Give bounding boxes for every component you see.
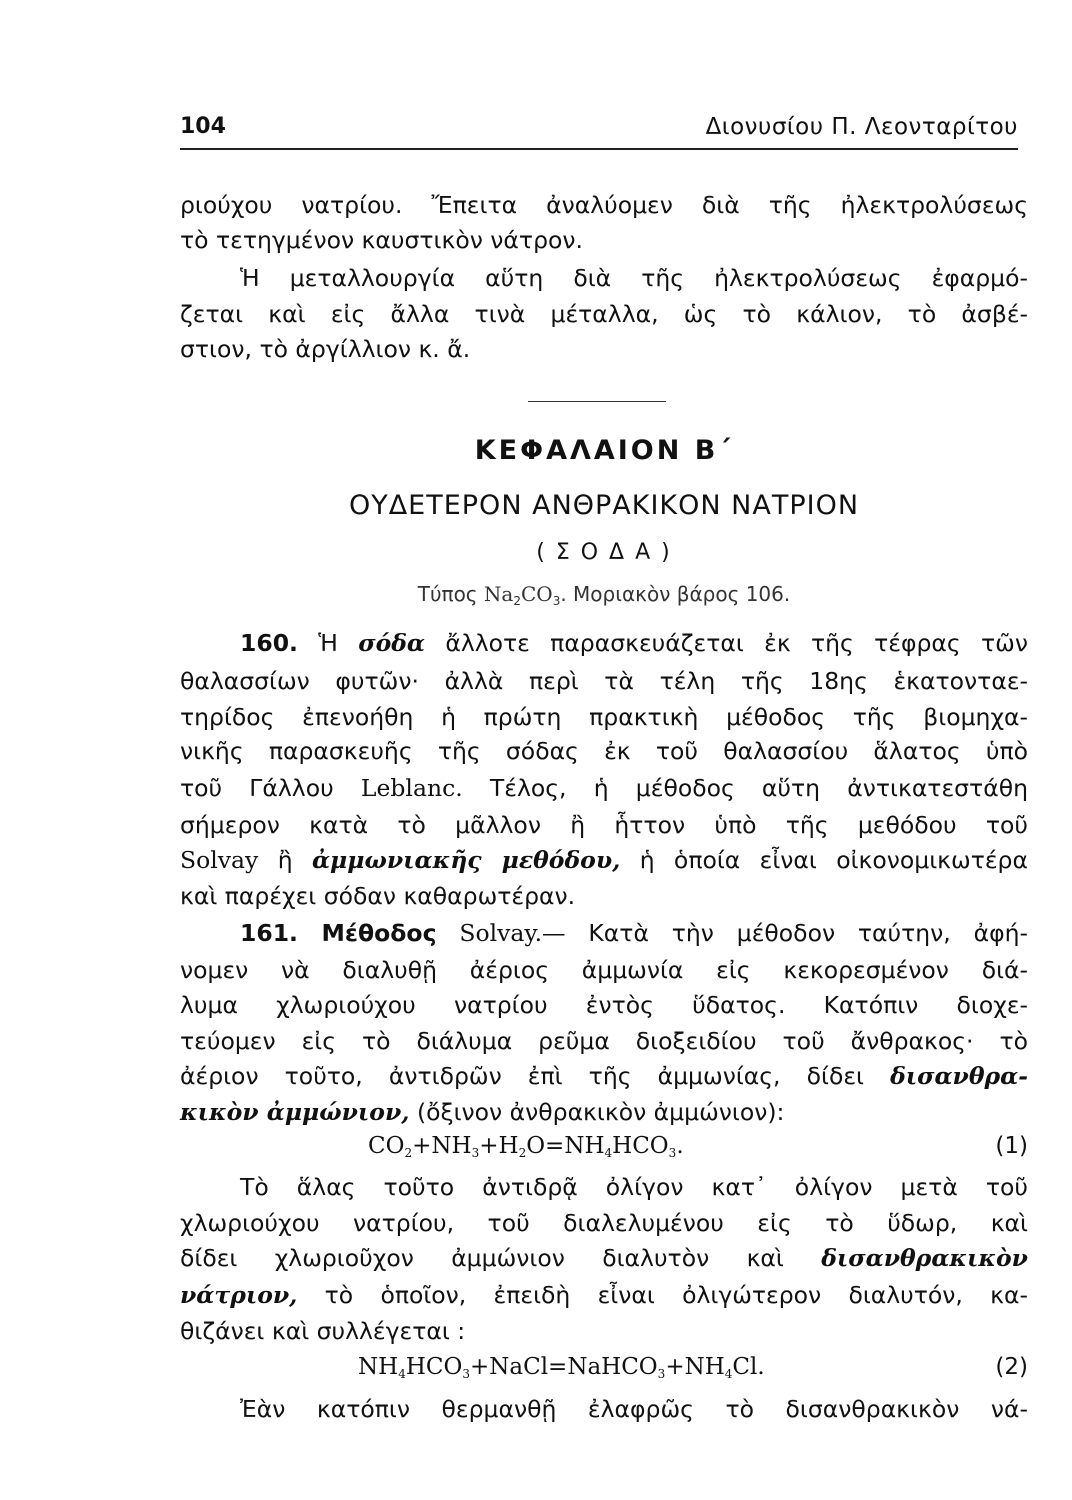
text-line: σήμερον κατὰ τὸ μᾶλλον ἢ ἧττον ὑπὸ τῆς μεθόδου τοῦ: [180, 811, 1028, 839]
eq-part: HCO: [405, 1354, 463, 1380]
formula-line: [180, 582, 1028, 608]
eq-part: .: [676, 1133, 684, 1159]
text-span: Ἡ: [318, 629, 338, 657]
text-line: [180, 843, 1028, 877]
formula-na: Na: [483, 582, 514, 606]
text-line: [180, 771, 1028, 805]
term-bicarbonate: δισανθρα-: [890, 1062, 1028, 1090]
eq-part: CO: [368, 1133, 405, 1159]
eq-part: HCO: [612, 1133, 669, 1159]
text-line: Τὸ ἅλας τοῦτο ἀντιδρᾷ ὀλίγον κατ᾽ ὀλίγον μετὰ τοῦ: [240, 1173, 1028, 1201]
text-line: τηρίδος ἐπενοήθη ἡ πρώτη πρακτικὴ μέθοδος τῆς βιομηχα-: [180, 703, 1028, 731]
text-line: τεύομεν εἰς τὸ διάλυμα ρεῦμα διοξειδίου τοῦ ἄνθρακος· τὸ: [180, 1027, 1028, 1055]
eq-sub: 3: [668, 1146, 677, 1160]
formula-na-sub: 2: [513, 594, 521, 608]
text-line: στιον, τὸ ἀργίλλιον κ. ἄ.: [180, 335, 471, 363]
text-line: καὶ παρέχει σόδαν καθαρωτέραν.: [180, 882, 576, 910]
text-line: [240, 916, 1028, 950]
chapter-heading: ΚΕΦΑΛΑΙΟΝ Β΄: [474, 435, 734, 466]
text-line: Ἐὰν κατόπιν θερμανθῇ ἐλαφρῶς τὸ δισανθρακικὸν νά-: [240, 1395, 1028, 1423]
text-line: [180, 1059, 1028, 1093]
text-span: (ὄξινον ἀνθρακικὸν ἀμμώνιον):: [416, 1098, 785, 1126]
text-line: λυμα χλωριούχου νατρίου ἐντὸς ὕδατος. Κατόπιν διοχε-: [180, 991, 1028, 1019]
term-soda: σόδα: [358, 629, 426, 657]
text-line: ριούχου νατρίου. Ἔπειτα ἀναλύομεν διὰ τῆς ἠλεκτρολύσεως: [180, 191, 1028, 219]
equation-1: [180, 1128, 1028, 1164]
text-span: ἡ ὁποία εἶναι οἰκονομικωτέρα: [639, 846, 1028, 874]
term-ammonium: κικὸν ἀμμώνιον,: [180, 1098, 410, 1126]
eq-part: O=NH: [526, 1133, 605, 1159]
name-solvay: Solvay.—: [459, 919, 566, 947]
equation-number: (2): [995, 1354, 1028, 1380]
running-header: [180, 112, 1018, 150]
eq-part: +NH: [665, 1354, 725, 1380]
eq-sub: 4: [398, 1367, 406, 1381]
text-line: [180, 1095, 1028, 1129]
eq-part: NH: [358, 1354, 399, 1380]
eq-sub: 2: [518, 1146, 527, 1160]
eq-sub: 3: [462, 1367, 470, 1381]
text-line: [240, 626, 1028, 660]
formula-co-sub: 3: [552, 594, 561, 608]
text-line: [180, 1241, 1028, 1275]
name-solvay: Solvay: [180, 846, 259, 874]
text-span: τὸ ὁποῖον, ἐπειδὴ εἶναι ὀλιγώτερον διαλυτόν, κα-: [324, 1281, 1028, 1309]
text-span: ἄλλοτε παρασκευάζεται ἐκ τῆς τέφρας τῶν: [445, 629, 1028, 657]
text-line: θιζάνει καὶ συλλέγεται :: [180, 1317, 466, 1345]
eq-sub: 4: [604, 1146, 613, 1160]
eq-sub: 3: [657, 1367, 666, 1381]
text-line: νομεν νὰ διαλυθῇ ἀέριος ἀμμωνία εἰς κεκορεσμένον διά-: [180, 956, 1028, 984]
text-line: ζεται καὶ εἰς ἄλλα τινὰ μέταλλα, ὡς τὸ κάλιον, τὸ ἀσβέ-: [180, 300, 1028, 328]
term-bicarbonate: δισανθρακικὸν: [821, 1244, 1028, 1272]
text-line: [180, 1278, 1028, 1312]
equation-number: (1): [995, 1133, 1028, 1159]
formula-rest: . Μοριακὸν βάρος 106.: [560, 582, 791, 606]
equation-2: [180, 1349, 1028, 1385]
formula-label: Τύπος: [417, 582, 478, 606]
text-line: τὸ τετηγμένον καυστικὸν νάτρον.: [180, 226, 583, 254]
section-number: 161. Μέθοδος: [240, 919, 437, 947]
eq-sub: 2: [404, 1146, 413, 1160]
eq-part: +H: [479, 1133, 519, 1159]
text-line: νικῆς παρασκευῆς τῆς σόδας ἐκ τοῦ θαλασσίου ἅλατος ὑπὸ: [180, 737, 1028, 765]
term-sodium: νάτριον,: [180, 1281, 298, 1309]
text-span: δίδει χλωριοῦχον ἀμμώνιον διαλυτὸν καὶ: [180, 1244, 784, 1272]
equation-expression: [358, 1349, 765, 1392]
text-line: Ἡ μεταλλουργία αὕτη διὰ τῆς ἠλεκτρολύσεως ἐφαρμό-: [240, 264, 1028, 292]
text-span: Τέλος, ἡ μέθοδος αὕτη ἀντικατεστάθη: [489, 774, 1028, 802]
eq-part: Cl.: [732, 1354, 765, 1380]
eq-part: +NaCl=NaHCO: [469, 1354, 658, 1380]
page-number: 104: [180, 114, 226, 139]
section-number: 160.: [240, 629, 298, 657]
text-span: Κατὰ τὴν μέθοδον ταύτην, ἀφή-: [588, 919, 1028, 947]
eq-sub: 3: [471, 1146, 480, 1160]
section-divider: [528, 401, 666, 402]
equation-expression: [368, 1128, 684, 1171]
chapter-title: ΟΥΔΕΤΕΡΟΝ ΑΝΘΡΑΚΙΚΟΝ ΝΑΤΡΙΟΝ: [348, 490, 860, 521]
eq-sub: 4: [724, 1367, 733, 1381]
formula-co: CO: [520, 582, 553, 606]
term-ammonia-method: ἀμμωνιακῆς μεθόδου,: [311, 846, 621, 874]
author-name: Διονυσίου Π. Λεονταρίτου: [705, 114, 1018, 140]
text-span: ἢ: [277, 846, 293, 874]
eq-part: +NH: [412, 1133, 472, 1159]
name-leblanc: Leblanc.: [360, 774, 463, 802]
text-line: θαλασσίων φυτῶν· ἀλλὰ περὶ τὰ τέλη τῆς 18ης ἑκατονταε-: [180, 667, 1028, 695]
text-span: τοῦ Γάλλου: [180, 774, 334, 802]
text-line: χλωριούχου νατρίου, τοῦ διαλελυμένου εἰς τὸ ὕδωρ, καὶ: [180, 1209, 1028, 1237]
text-span: ἀέριον τοῦτο, ἀντιδρῶν ἐπὶ τῆς ἀμμωνίας, δίδει: [180, 1062, 864, 1090]
chapter-subtitle: ( Σ Ο Δ Α ): [536, 540, 672, 565]
